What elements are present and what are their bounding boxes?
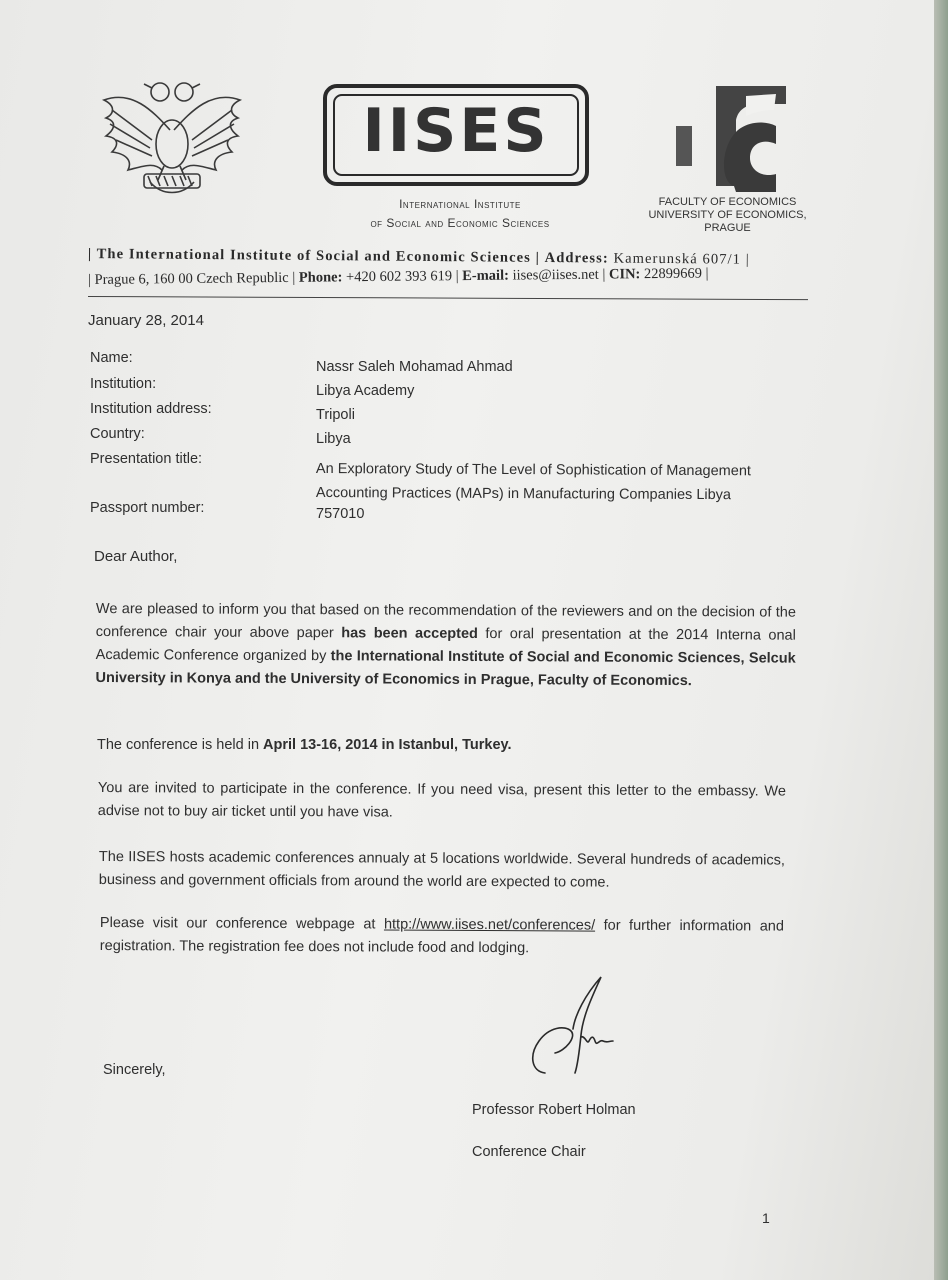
salutation: Dear Author, — [94, 548, 178, 565]
name-value: Nassr Saleh Mohamad Ahmad — [316, 359, 513, 375]
handwritten-signature — [525, 975, 615, 1077]
passport-value: 757010 — [316, 506, 365, 522]
closing: Sincerely, — [103, 1062, 166, 1078]
name-label: Name: — [90, 350, 133, 366]
letter-date: January 28, 2014 — [88, 312, 204, 329]
conference-dates-paragraph: The conference is held in April 13-16, 2014 in Istanbul, Turkey. — [97, 737, 512, 753]
faculty-name: FACULTY OF ECONOMICS UNIVERSITY OF ECONOMICS, PRAGUE — [648, 196, 807, 234]
conference-webpage-link[interactable]: http://www.iises.net/conferences/ — [383, 916, 596, 934]
double-headed-eagle-seal-icon — [92, 70, 252, 205]
institution-address-value: Tripoli — [316, 407, 355, 423]
page-number: 1 — [762, 1210, 770, 1226]
institute-name: International Institute of Social and Economic Sciences — [370, 197, 550, 230]
presentation-title-line-1: An Exploratory Study of The Level of Sophistication of Management — [315, 461, 751, 480]
logo-text: IISES — [362, 96, 550, 166]
page-edge-shadow — [934, 0, 948, 1280]
address-line-1: | The International Institute of Social and Economic Sciences | Address: Kamerunská 607/1 | — [87, 246, 750, 268]
institution-value: Libya Academy — [316, 383, 415, 399]
presentation-title-label: Presentation title: — [90, 451, 203, 467]
letterhead-divider — [88, 296, 808, 300]
institution-address-label: Institution address: — [90, 401, 212, 417]
signatory-name: Professor Robert Holman — [472, 1102, 636, 1118]
country-label: Country: — [90, 426, 145, 442]
presentation-title-line-2: Accounting Practices (MAPs) in Manufacturing Companies Libya — [315, 485, 732, 504]
institution-label: Institution: — [90, 376, 157, 392]
conferences-paragraph: The IISES hosts academic conferences annualy at 5 locations worldwide. Several hundreds of academics, business and government officials from around the world are expected to come. — [98, 848, 785, 891]
passport-label: Passport number: — [90, 500, 205, 516]
visa-paragraph: You are invited to participate in the conference. If you need visa, present this letter to the embassy. We advise not to buy air ticket until you have visa. — [97, 779, 786, 821]
faculty-of-economics-logo-icon — [676, 86, 786, 192]
iises-logo — [323, 84, 589, 186]
country-value: Libya — [316, 431, 351, 447]
address-line-2: | Prague 6, 160 00 Czech Republic | Phone: +420 602 393 619 | E-mail: iises@iises.net | CIN: 22899669 | — [88, 265, 709, 288]
acceptance-paragraph: We are pleased to inform you that based on the recommendation of the reviewers and on the decision of the conference chair your above paper has been accepted for oral presentation at the 2014 Interna onal Academic Conference organized by the International Institute of Social and Economic Sciences, Selcuk University in Konya and the University of Economics in Prague, Faculty of Economics. — [95, 600, 796, 690]
registration-paragraph: Please visit our conference webpage at http://www.iises.net/conferences/ for further information and registration. The registration fee does not include food and lodging. — [99, 914, 784, 957]
signatory-title: Conference Chair — [472, 1144, 586, 1160]
